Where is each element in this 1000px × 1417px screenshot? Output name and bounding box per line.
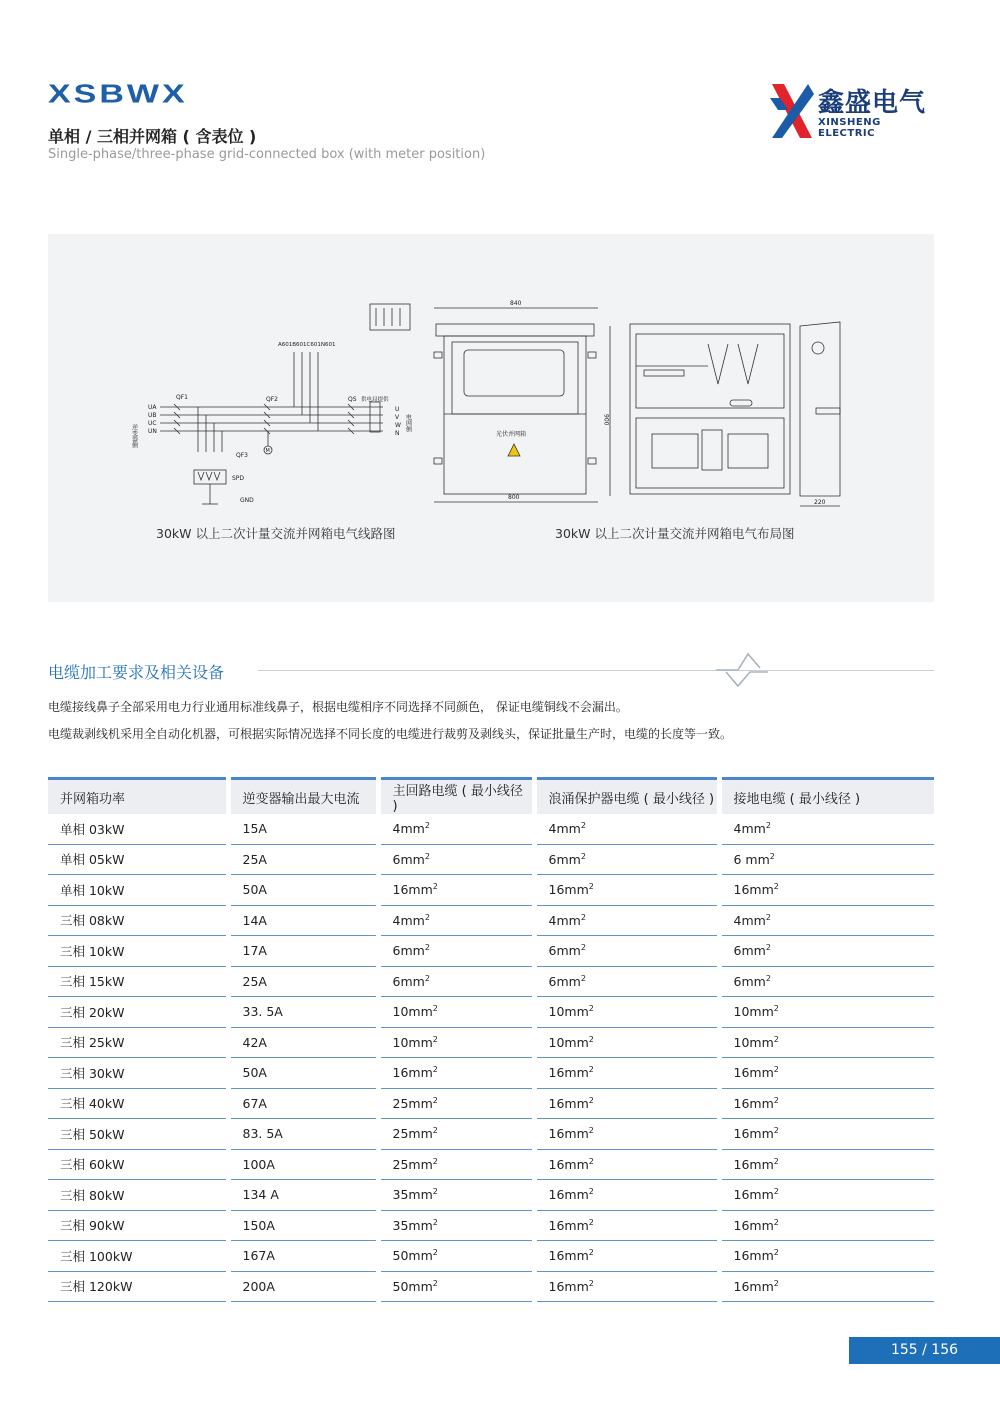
superscript: 2 — [580, 821, 586, 831]
table-cell: $10mm^2$ — [534, 997, 719, 1028]
superscript: 2 — [588, 1217, 594, 1227]
page-subtitle: Single-phase/three-phase grid-connected box (with meter position) — [48, 147, 486, 162]
table-cell: $6mm^2$ — [719, 936, 934, 967]
superscript: 2 — [432, 1187, 438, 1197]
brand-wordmark: XSBWX — [48, 80, 188, 109]
table-cell: $10mm^2$ — [534, 1027, 719, 1058]
superscript: 2 — [773, 1095, 779, 1105]
table-cell: $6mm^2$ — [378, 936, 534, 967]
table-cell: $10mm^2$ — [378, 997, 534, 1028]
wiring-diagram — [48, 234, 934, 602]
superscript: 2 — [588, 1034, 594, 1044]
company-logo — [768, 80, 938, 142]
table-row — [48, 997, 934, 1028]
superscript: 2 — [432, 1095, 438, 1105]
superscript: 2 — [424, 943, 430, 953]
panel-label: 光伏并网箱 — [496, 431, 527, 438]
supply-label: 供电局提供 — [361, 397, 389, 403]
table-cell: $16mm^2$ — [534, 1119, 719, 1150]
table-cell: 三相 30kW — [48, 1058, 228, 1089]
table-cell: $16mm^2$ — [719, 1210, 934, 1241]
table-cell: $10mm^2$ — [719, 997, 934, 1028]
motor-label: M — [265, 448, 270, 454]
table-cell: $16mm^2$ — [719, 1119, 934, 1150]
spd-label: SPD — [232, 475, 245, 482]
table-cell: 单相 10kW — [48, 875, 228, 906]
header-box-power: 并网箱功率 — [48, 779, 228, 815]
superscript: 2 — [773, 1217, 779, 1227]
table-cell: 150A — [228, 1210, 378, 1241]
table-cell: 三相 90kW — [48, 1210, 228, 1241]
table-row — [48, 814, 934, 844]
table-cell: $16mm^2$ — [534, 1210, 719, 1241]
table-cell: $16mm^2$ — [378, 875, 534, 906]
inverter-side-label: 逆变器侧 — [130, 424, 138, 448]
paragraph-2: 电缆裁剥线机采用全自动化机器，可根据实际情况选择不同长度的电缆进行裁剪及剥线头，保证批量生产时，电缆的长度等一致。 — [48, 727, 733, 741]
table-cell: $4mm^2$ — [719, 814, 934, 844]
qf2-label: QF2 — [266, 396, 278, 403]
paragraph-1: 电缆接线鼻子全部采用电力行业通用标准线鼻子，根据电缆相序不同选择不同颜色， 保证电缆铜线不会漏出。 — [48, 700, 628, 714]
table-body — [48, 814, 934, 1302]
superscript: 2 — [773, 1004, 779, 1014]
superscript: 2 — [424, 851, 430, 861]
header-inverter-current: 逆变器输出最大电流 — [228, 779, 378, 815]
table-cell: $16mm^2$ — [719, 875, 934, 906]
table-cell: 25A — [228, 966, 378, 997]
superscript: 2 — [773, 1034, 779, 1044]
superscript: 2 — [773, 1156, 779, 1166]
table-cell: $6mm^2$ — [534, 844, 719, 875]
table-cell: 三相 60kW — [48, 1149, 228, 1180]
table-cell: $16mm^2$ — [719, 1149, 934, 1180]
table-row — [48, 1088, 934, 1119]
superscript: 2 — [769, 851, 775, 861]
table-cell: 三相 100kW — [48, 1241, 228, 1272]
table-cell: 三相 08kW — [48, 905, 228, 936]
table-cell: $16mm^2$ — [534, 1180, 719, 1211]
table-cell: $16mm^2$ — [534, 1271, 719, 1302]
diagram-panel — [48, 234, 934, 602]
table-row — [48, 1149, 934, 1180]
page-title: 单相 / 三相并网箱 ( 含表位 ) — [48, 127, 257, 146]
superscript: 2 — [432, 1034, 438, 1044]
table-row — [48, 844, 934, 875]
superscript: 2 — [588, 1278, 594, 1288]
page-number: 155 / 156 — [849, 1337, 1000, 1364]
table-cell: $16mm^2$ — [378, 1058, 534, 1089]
table-cell: 25A — [228, 844, 378, 875]
table-cell: 50A — [228, 1058, 378, 1089]
table-row — [48, 1058, 934, 1089]
table-cell: $16mm^2$ — [534, 1058, 719, 1089]
table-cell: 83. 5A — [228, 1119, 378, 1150]
table-cell: $25mm^2$ — [378, 1088, 534, 1119]
table-cell: $4mm^2$ — [719, 905, 934, 936]
section-title: 电缆加工要求及相关设备 — [48, 663, 225, 682]
table-cell: $35mm^2$ — [378, 1180, 534, 1211]
table-cell: 三相 20kW — [48, 997, 228, 1028]
table-cell: $6mm^2$ — [378, 966, 534, 997]
qs-label: QS — [348, 396, 357, 403]
superscript: 2 — [588, 1156, 594, 1166]
superscript: 2 — [580, 943, 586, 953]
table-row — [48, 1119, 934, 1150]
phase-out-n: N — [395, 430, 400, 437]
table-cell: $35mm^2$ — [378, 1210, 534, 1241]
table-row — [48, 1271, 934, 1302]
table-cell: $16mm^2$ — [534, 1088, 719, 1119]
table-cell: 67A — [228, 1088, 378, 1119]
superscript: 2 — [773, 1187, 779, 1197]
table-row — [48, 905, 934, 936]
table-cell: 单相 03kW — [48, 814, 228, 844]
table-cell: $16mm^2$ — [719, 1180, 934, 1211]
section-divider-ornament-icon — [712, 650, 772, 690]
superscript: 2 — [765, 821, 771, 831]
qf1-label: QF1 — [176, 394, 188, 401]
table-row — [48, 936, 934, 967]
table-cell: 200A — [228, 1271, 378, 1302]
table-cell: $25mm^2$ — [378, 1149, 534, 1180]
superscript: 2 — [432, 1217, 438, 1227]
phase-in-ub: UB — [148, 412, 157, 419]
superscript: 2 — [765, 943, 771, 953]
superscript: 2 — [588, 1187, 594, 1197]
phase-out-u: U — [395, 406, 400, 413]
superscript: 2 — [424, 973, 430, 983]
table-row — [48, 1241, 934, 1272]
table-cell: $4mm^2$ — [378, 905, 534, 936]
phase-in-uc: UC — [148, 420, 157, 427]
table-header-row — [48, 779, 934, 815]
dim-depth: 220 — [814, 499, 826, 506]
dim-bottom: 800 — [508, 494, 520, 501]
table-cell: 单相 05kW — [48, 844, 228, 875]
superscript: 2 — [580, 912, 586, 922]
table-cell: 三相 120kW — [48, 1271, 228, 1302]
table-cell: $4mm^2$ — [534, 814, 719, 844]
superscript: 2 — [432, 1065, 438, 1075]
table-cell: $16mm^2$ — [534, 1149, 719, 1180]
table-cell: 三相 40kW — [48, 1088, 228, 1119]
section-divider — [258, 670, 934, 671]
superscript: 2 — [580, 973, 586, 983]
superscript: 2 — [432, 1156, 438, 1166]
header-main-cable: 主回路电缆 ( 最小线径 ) — [378, 779, 534, 815]
superscript: 2 — [432, 1278, 438, 1288]
table-cell: $6mm^2$ — [534, 936, 719, 967]
table-cell: $50mm^2$ — [378, 1241, 534, 1272]
table-cell: 42A — [228, 1027, 378, 1058]
grid-side-label: 电网侧 — [404, 414, 412, 432]
superscript: 2 — [773, 1065, 779, 1075]
superscript: 2 — [588, 1065, 594, 1075]
logo-text-en: XINSHENG ELECTRIC — [818, 117, 881, 139]
header-surge-cable: 浪涌保护器电缆 ( 最小线径 ) — [534, 779, 719, 815]
caption-layout: 30kW 以上二次计量交流并网箱电气布局图 — [555, 526, 795, 541]
table-cell: $16mm^2$ — [719, 1271, 934, 1302]
superscript: 2 — [765, 973, 771, 983]
table-row — [48, 875, 934, 906]
table-cell: 17A — [228, 936, 378, 967]
table-cell: $16mm^2$ — [719, 1241, 934, 1272]
dim-height: 900 — [602, 414, 610, 426]
table-cell: 6 $mm^2$ — [719, 844, 934, 875]
header-ground-cable: 接地电缆 ( 最小线径 ) — [719, 779, 934, 815]
superscript: 2 — [588, 1248, 594, 1258]
table-cell: 33. 5A — [228, 997, 378, 1028]
logo-x-icon — [768, 80, 816, 142]
table-cell: $50mm^2$ — [378, 1271, 534, 1302]
table-cell: 三相 50kW — [48, 1119, 228, 1150]
table-row — [48, 1027, 934, 1058]
table-cell: 134 A — [228, 1180, 378, 1211]
table-cell: 三相 15kW — [48, 966, 228, 997]
superscript: 2 — [588, 1095, 594, 1105]
dim-top: 840 — [510, 300, 522, 307]
table-cell: 100A — [228, 1149, 378, 1180]
superscript: 2 — [773, 1248, 779, 1258]
table-cell: $16mm^2$ — [534, 1241, 719, 1272]
superscript: 2 — [588, 1126, 594, 1136]
table-row — [48, 1180, 934, 1211]
superscript: 2 — [588, 1004, 594, 1014]
table-cell: $10mm^2$ — [719, 1027, 934, 1058]
superscript: 2 — [432, 1248, 438, 1258]
table-cell: 14A — [228, 905, 378, 936]
superscript: 2 — [765, 912, 771, 922]
table-cell: $6mm^2$ — [378, 844, 534, 875]
superscript: 2 — [432, 882, 438, 892]
phase-out-w: W — [395, 422, 401, 429]
superscript: 2 — [424, 821, 430, 831]
table-cell: 三相 80kW — [48, 1180, 228, 1211]
table-cell: $25mm^2$ — [378, 1119, 534, 1150]
table-cell: $16mm^2$ — [719, 1058, 934, 1089]
caption-wiring: 30kW 以上二次计量交流并网箱电气线路图 — [156, 526, 396, 541]
table-cell: 三相 10kW — [48, 936, 228, 967]
superscript: 2 — [580, 851, 586, 861]
table-cell: 167A — [228, 1241, 378, 1272]
table-cell: $4mm^2$ — [378, 814, 534, 844]
superscript: 2 — [773, 882, 779, 892]
superscript: 2 — [432, 1004, 438, 1014]
table-cell: $4mm^2$ — [534, 905, 719, 936]
phase-in-un: UN — [148, 428, 157, 435]
superscript: 2 — [773, 1278, 779, 1288]
logo-text-cn: 鑫盛电气 — [818, 88, 927, 118]
superscript: 2 — [588, 882, 594, 892]
table-cell: 50A — [228, 875, 378, 906]
superscript: 2 — [432, 1126, 438, 1136]
phase-out-v: V — [395, 414, 400, 421]
cable-spec-table — [48, 777, 934, 1302]
qf3-label: QF3 — [236, 452, 248, 459]
table-cell: $6mm^2$ — [534, 966, 719, 997]
phase-in-ua: UA — [148, 404, 157, 411]
table-row — [48, 1210, 934, 1241]
superscript: 2 — [424, 912, 430, 922]
table-cell: 三相 25kW — [48, 1027, 228, 1058]
table-cell: $6mm^2$ — [719, 966, 934, 997]
table-cell: 15A — [228, 814, 378, 844]
table-cell: $10mm^2$ — [378, 1027, 534, 1058]
table-row — [48, 966, 934, 997]
table-cell: $16mm^2$ — [719, 1088, 934, 1119]
meter-label: A601B601C601N601 — [278, 342, 336, 348]
superscript: 2 — [773, 1126, 779, 1136]
table-cell: $16mm^2$ — [534, 875, 719, 906]
gnd-label: GND — [240, 497, 254, 504]
